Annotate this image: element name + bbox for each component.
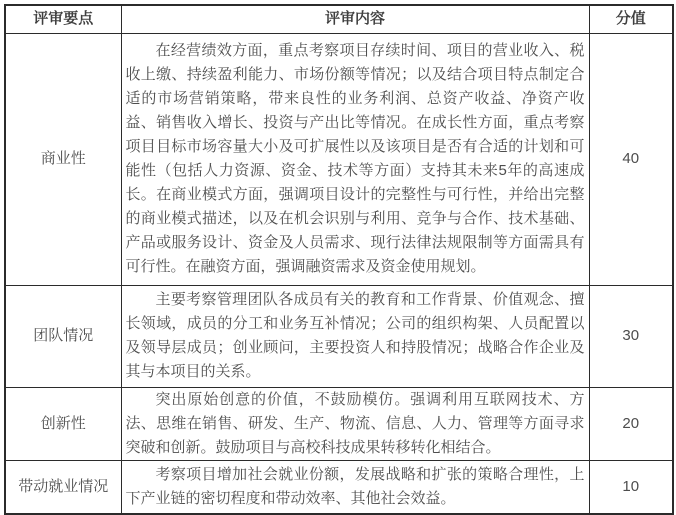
header-score: 分值 [589, 5, 673, 33]
table-row [5, 460, 673, 514]
score-cell: 20 [589, 387, 673, 460]
score-cell: 10 [589, 460, 673, 514]
table-row [5, 33, 673, 285]
criterion-cell: 团队情况 [5, 285, 121, 387]
criterion-cell: 创新性 [5, 387, 121, 460]
content-cell: 突出原始创意的价值，不鼓励模仿。强调利用互联网技术、方法、思维在销售、研发、生产、物流、信息、人力、管理等方面寻求突破和创新。鼓励项目与高校科技成果转移转化相结合。 [121, 387, 589, 460]
table-header-row [5, 5, 673, 33]
table-row [5, 285, 673, 387]
score-cell: 40 [589, 33, 673, 285]
review-criteria-table [4, 4, 674, 515]
table-row [5, 387, 673, 460]
score-cell: 30 [589, 285, 673, 387]
header-review-point: 评审要点 [5, 5, 121, 33]
content-cell: 考察项目增加社会就业份额，发展战略和扩张的策略合理性，上下产业链的密切程度和带动效率、其他社会效益。 [121, 460, 589, 514]
header-review-content: 评审内容 [121, 5, 589, 33]
content-cell: 主要考察管理团队各成员有关的教育和工作背景、价值观念、擅长领域，成员的分工和业务互补情况；公司的组织构架、人员配置以及领导层成员；创业顾问，主要投资人和持股情况；战略合作企业及其与本项目的关系。 [121, 285, 589, 387]
criterion-cell: 带动就业情况 [5, 460, 121, 514]
content-cell: 在经营绩效方面，重点考察项目存续时间、项目的营业收入、税收上缴、持续盈利能力、市场份额等情况；以及结合项目特点制定合适的市场营销策略，带来良性的业务利润、总资产收益、净资产收益、销售收入增长、投资与产出比等情况。在成长性方面，重点考察项目目标市场容量大小及可扩展性以及该项目是否有合适的计划和可能性（包括人力资源、资金、技术等方面）支持其未来5年的高速成长。在商业模式方面，强调项目设计的完整性与可行性，并给出完整的商业模式描述，以及在机会识别与利用、竞争与合作、技术基础、产品或服务设计、资金及人员需求、现行法律法规限制等方面需具有可行性。在融资方面，强调融资需求及资金使用规划。 [121, 33, 589, 285]
criterion-cell: 商业性 [5, 33, 121, 285]
